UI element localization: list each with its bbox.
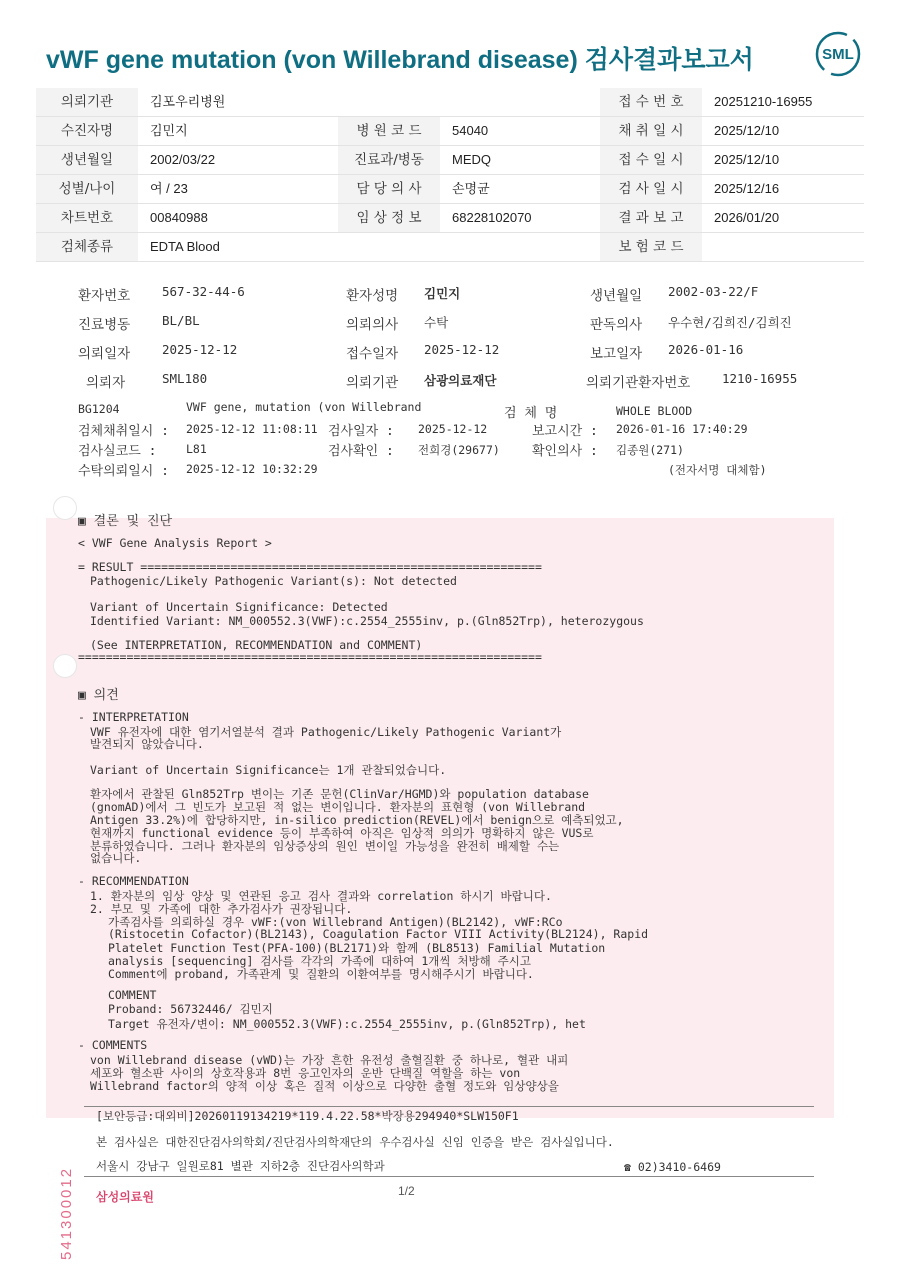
info-label: 검 사 일 시 xyxy=(600,175,702,203)
patient-value: BL/BL xyxy=(162,313,200,328)
page-number: 1/2 xyxy=(398,1184,415,1198)
interpretation-line: 발견되지 않았습니다. xyxy=(90,737,204,751)
info-label: 채 취 일 시 xyxy=(600,117,702,145)
patient-label: 접수일자 xyxy=(346,346,399,362)
info-row xyxy=(36,146,864,175)
comments-line: - COMMENTS xyxy=(78,1038,148,1052)
patient-label: 의뢰기관환자번호 xyxy=(586,375,691,391)
patient-value: 삼광의료재단 xyxy=(424,373,497,388)
info-value: 2025/12/16 xyxy=(714,181,780,196)
patient-label: 의뢰기관 xyxy=(346,375,399,391)
info-value xyxy=(440,233,600,261)
info-label xyxy=(338,233,440,261)
result-line: Variant of Uncertain Significance: Detected xyxy=(90,600,388,614)
patient-label: 판독의사 xyxy=(590,317,643,333)
info-label: 수진자명 xyxy=(36,117,138,145)
confirm-label: 검사확인 : xyxy=(328,444,394,459)
result-line: Identified Variant: NM_000552.3(VWF):c.2554_2555inv, p.(Gln852Trp), heterozygous xyxy=(90,614,644,628)
lab-label: 검사실코드 : xyxy=(78,444,157,459)
info-row xyxy=(36,88,864,117)
reporttime-label: 보고시간 : xyxy=(532,424,598,439)
interpretation-line: - INTERPRETATION xyxy=(78,710,189,724)
verify-value: 김종원(271) xyxy=(616,443,684,457)
recommendation-line: 가족검사를 의뢰하실 경우 vWF:(von Willebrand Antigen)(BL2142), vWF:RCo xyxy=(108,915,563,929)
collect-label: 검체채취일시 : xyxy=(78,424,170,439)
patient-value: 2026-01-16 xyxy=(668,342,744,357)
comments-line: Willebrand factor의 양적 이상 혹은 질적 이상으로 다양한 출혈 정도와 임상양상을 xyxy=(90,1079,559,1093)
patient-value: 우수현/김희진/김희진 xyxy=(668,315,792,330)
info-label: 담 당 의 사 xyxy=(338,175,440,203)
lab-value: L81 xyxy=(186,442,207,456)
report-title: vWF gene mutation (von Willebrand disease) 검사결과보고서 xyxy=(46,46,754,74)
info-value: 2026/01/20 xyxy=(714,210,780,225)
punch-hole-icon xyxy=(53,496,77,520)
info-value: 김포우리병원 xyxy=(150,94,226,109)
report-heading: < VWF Gene Analysis Report > xyxy=(78,536,272,550)
info-value: 68228102070 xyxy=(452,210,532,225)
recommendation-line: Comment에 proband, 가족관계 및 질환의 이환여부를 명시해주시기 바랍니다. xyxy=(108,967,534,981)
info-value xyxy=(702,233,864,261)
logo-text: SML xyxy=(822,46,854,63)
info-row xyxy=(36,117,864,146)
section-conclusion: ▣ 결론 및 진단 xyxy=(78,514,173,529)
info-label: 의뢰기관 xyxy=(36,88,138,116)
order-value: 2025-12-12 10:32:29 xyxy=(186,462,318,476)
info-label: 검체종류 xyxy=(36,233,138,261)
info-value: 2025/12/10 xyxy=(714,123,780,138)
recommendation-line: - RECOMMENDATION xyxy=(78,874,189,888)
info-table xyxy=(36,88,864,262)
interpretation-line: (gnomAD)에서 그 빈도가 보고된 적 없는 변이입니다. 환자분의 표현형 (von Willebrand xyxy=(90,800,586,814)
interpretation-line: 분류하였습니다. 그러나 환자분의 임상증상의 원인 변이일 가능성을 완전히 배제할 수는 xyxy=(90,839,560,853)
punch-hole-icon xyxy=(53,654,77,678)
order-label: 수탁의뢰일시 : xyxy=(78,464,170,479)
scanned-report xyxy=(0,270,900,1270)
info-value: 김민지 xyxy=(150,123,188,138)
patient-label: 생년월일 xyxy=(590,288,643,304)
patient-value: SML180 xyxy=(162,371,208,386)
info-label: 차트번호 xyxy=(36,204,138,232)
recommendation-line: analysis [sequencing] 검사를 각각의 가족에 대하여 1개씩 처방해 주시고 xyxy=(108,954,531,968)
patient-label: 의뢰자 xyxy=(86,375,126,391)
info-value: 20251210-16955 xyxy=(714,94,813,109)
interpretation-line: Antigen 33.2%)에 합당하지만, in-silico prediction(REVEL)에서 benign으로 예측되었고, xyxy=(90,813,624,827)
comment-line: Target 유전자/변이: NM_000552.3(VWF):c.2554_2555inv, p.(Gln852Trp), het xyxy=(108,1017,586,1031)
patient-value: 2025-12-12 xyxy=(162,342,238,357)
patient-label: 진료병동 xyxy=(78,317,131,333)
recommendation-line: 2. 부모 및 가족에 대한 추가검사가 권장됩니다. xyxy=(90,902,353,916)
confirm-value: 전희경(29677) xyxy=(418,443,500,457)
comments-line: von Willebrand disease (vWD)는 가장 흔한 유전성 출혈질환 중 하나로, 혈관 내피 xyxy=(90,1053,569,1067)
patient-label: 환자번호 xyxy=(78,288,131,304)
divider xyxy=(84,1176,814,1177)
patient-value: 567-32-44-6 xyxy=(162,284,245,299)
section-opinion: ▣ 의견 xyxy=(78,688,119,703)
info-value: EDTA Blood xyxy=(150,239,220,254)
info-value xyxy=(440,88,600,116)
result-line: Pathogenic/Likely Pathogenic Variant(s): Not detected xyxy=(90,574,457,588)
patient-label: 환자성명 xyxy=(346,288,399,304)
hospital-mark: 삼성의료원 xyxy=(96,1190,154,1204)
vertical-barcode-number: 541300012 xyxy=(58,1166,75,1260)
address-line: 서울시 강남구 일원로81 별관 지하2층 진단검사의학과 xyxy=(96,1159,385,1173)
info-value: 54040 xyxy=(452,123,489,138)
info-label: 접 수 일 시 xyxy=(600,146,702,174)
specimen-label: 검 체 명 xyxy=(504,406,558,421)
patient-value: 수탁 xyxy=(424,315,449,330)
patient-value: 김민지 xyxy=(424,286,461,301)
patient-label: 의뢰일자 xyxy=(78,346,131,362)
recommendation-line: (Ristocetin Cofactor)(BL2143), Coagulation Factor VIII Activity(BL2124), Rapid xyxy=(108,927,649,941)
divider xyxy=(84,1106,814,1107)
result-line: (See INTERPRETATION, RECOMMENDATION and COMMENT) xyxy=(90,638,423,652)
recommendation-line: Platelet Function Test(PFA-100)(BL2171)와 함께 (BL8513) Familial Mutation xyxy=(108,941,606,955)
patient-value: 1210-16955 xyxy=(722,371,798,386)
security-line: [보안등급:대외비]20260119134219*119.4.22.58*박장용294940*SLW150F1 xyxy=(96,1109,519,1123)
info-label: 진료과/병동 xyxy=(338,146,440,174)
result-rule: =================================================================== xyxy=(78,650,542,664)
test-name: VWF gene, mutation (von Willebrand xyxy=(186,400,422,414)
info-value: MEDQ xyxy=(452,152,491,167)
info-value: 2002/03/22 xyxy=(150,152,216,167)
info-value: 00840988 xyxy=(150,210,208,225)
patient-value: 2025-12-12 xyxy=(424,342,500,357)
testdate-value: 2025-12-12 xyxy=(418,422,488,436)
info-label: 성별/나이 xyxy=(36,175,138,203)
interpretation-line: 현재까지 functional evidence 등이 부족하여 아직은 임상적 의의가 명확하지 않은 VUS로 xyxy=(90,826,594,840)
interpretation-line: 환자에서 관찰된 Gln852Trp 변이는 기존 문헌(ClinVar/HGMD)와 population database xyxy=(90,787,589,801)
reporttime-value: 2026-01-16 17:40:29 xyxy=(616,422,748,436)
info-label: 결 과 보 고 xyxy=(600,204,702,232)
recommendation-line: 1. 환자분의 임상 양상 및 연관된 응고 검사 결과와 correlation 하시기 바랍니다. xyxy=(90,889,552,903)
verify-label: 확인의사 : xyxy=(532,444,598,459)
interpretation-line: 없습니다. xyxy=(90,851,142,865)
info-label: 임 상 정 보 xyxy=(338,204,440,232)
info-row xyxy=(36,233,864,262)
info-label: 생년월일 xyxy=(36,146,138,174)
info-row xyxy=(36,204,864,233)
info-value: 여 / 23 xyxy=(150,181,188,196)
info-value: 손명균 xyxy=(452,181,490,196)
patient-label: 보고일자 xyxy=(590,346,643,362)
patient-value: 2002-03-22/F xyxy=(668,284,759,299)
info-label: 병 원 코 드 xyxy=(338,117,440,145)
info-label: 보 험 코 드 xyxy=(600,233,702,261)
info-label xyxy=(338,88,440,116)
testdate-label: 검사일자 : xyxy=(328,424,394,439)
collect-value: 2025-12-12 11:08:11 xyxy=(186,422,318,436)
info-row xyxy=(36,175,864,204)
esign-note: (전자서명 대체함) xyxy=(668,463,767,477)
test-code: BG1204 xyxy=(78,402,120,416)
interpretation-line: VWF 유전자에 대한 염기서열분석 결과 Pathogenic/Likely Pathogenic Variant가 xyxy=(90,725,562,739)
sml-logo xyxy=(814,30,862,78)
info-value: 2025/12/10 xyxy=(714,152,780,167)
cert-line: 본 검사실은 대한진단검사의학회/진단검사의학재단의 우수검사실 신임 인증을 받은 검사실입니다. xyxy=(96,1135,614,1149)
interpretation-line: Variant of Uncertain Significance는 1개 관찰되었습니다. xyxy=(90,763,447,777)
info-label: 접 수 번 호 xyxy=(600,88,702,116)
patient-label: 의뢰의사 xyxy=(346,317,399,333)
phone-line: ☎ 02)3410-6469 xyxy=(624,1160,721,1174)
result-rule: = RESULT ========================================================== xyxy=(78,560,542,574)
specimen-value: WHOLE BLOOD xyxy=(616,404,693,418)
comments-line: 세포와 혈소판 사이의 상호작용과 8번 응고인자의 운반 단백질 역할을 하는 von xyxy=(90,1066,521,1080)
comment-line: COMMENT xyxy=(108,988,157,1002)
comment-line: Proband: 56732446/ 김민지 xyxy=(108,1002,273,1016)
